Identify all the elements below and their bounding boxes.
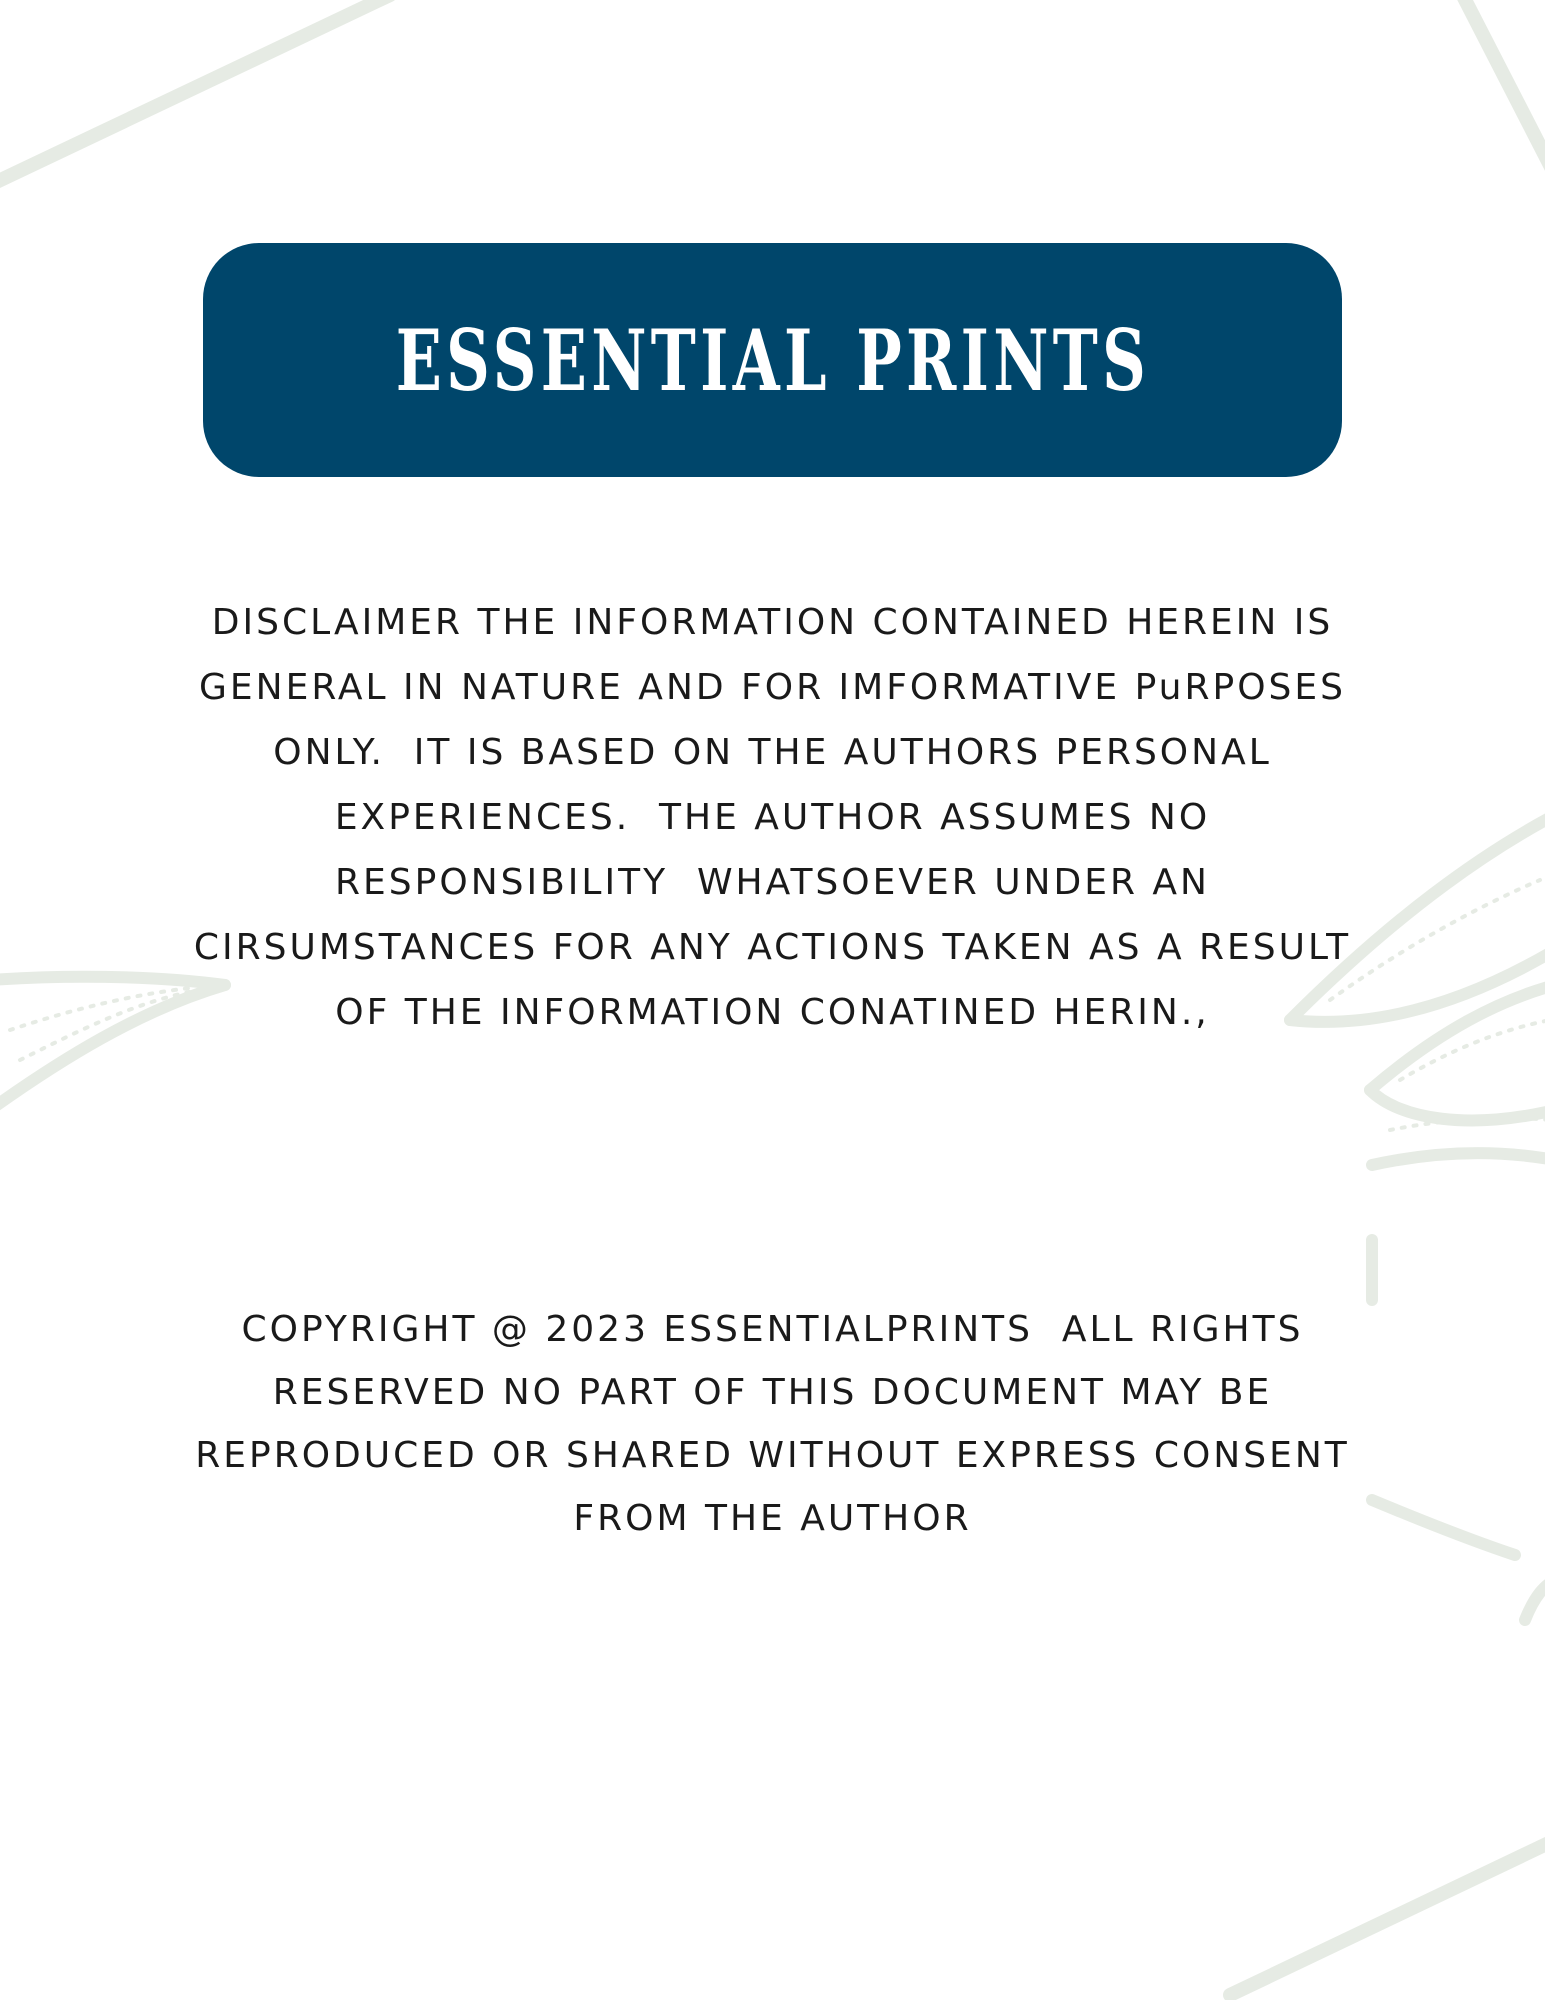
disclaimer-line: CIRSUMSTANCES FOR ANY ACTIONS TAKEN AS A RESULT (193, 927, 1352, 968)
copyright-text (150, 1298, 1395, 1550)
disclaimer-line: DISCLAIMER THE INFORMATION CONTAINED HEREIN IS (211, 602, 1334, 643)
copyright-line: FROM THE AUTHOR (573, 1498, 972, 1539)
disclaimer-line: OF THE INFORMATION CONATINED HERIN., (335, 992, 1210, 1033)
disclaimer-line: RESPONSIBILITY WHATSOEVER UNDER AN (335, 862, 1210, 903)
disclaimer-line: GENERAL IN NATURE AND FOR IMFORMATIVE PuRPOSES (199, 667, 1346, 708)
disclaimer-line: EXPERIENCES. THE AUTHOR ASSUMES NO (334, 797, 1211, 838)
disclaimer-text (150, 590, 1395, 1045)
copyright-line: RESERVED NO PART OF THIS DOCUMENT MAY BE (272, 1372, 1273, 1413)
disclaimer-line: ONLY. IT IS BASED ON THE AUTHORS PERSONAL (273, 732, 1272, 773)
title-banner (203, 243, 1342, 477)
copyright-line: REPRODUCED OR SHARED WITHOUT EXPRESS CONSENT (195, 1435, 1350, 1476)
banner-title: ESSENTIAL PRINTS (395, 310, 1150, 410)
copyright-line: COPYRIGHT @ 2023 ESSENTIALPRINTS ALL RIGHTS (241, 1309, 1304, 1350)
